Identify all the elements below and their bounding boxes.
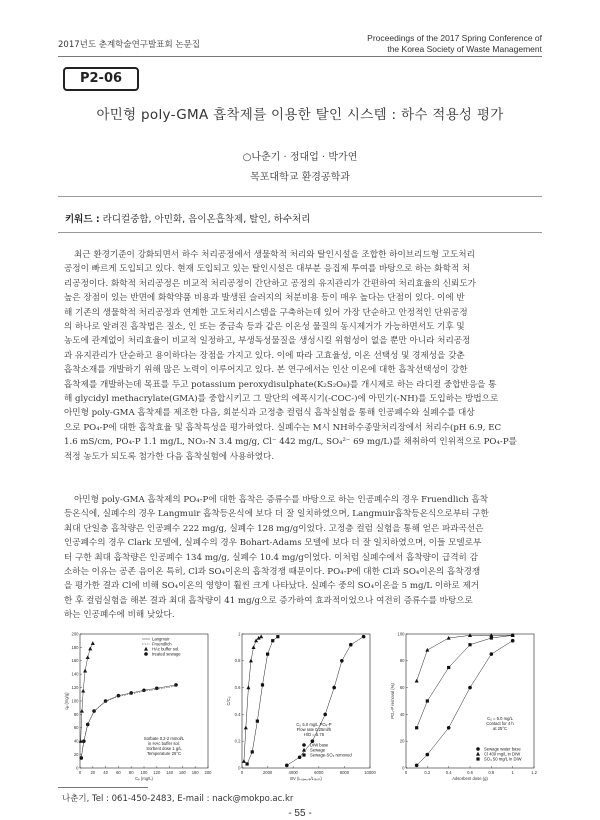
plot-frame: [80, 634, 208, 768]
data-point: [249, 659, 253, 663]
data-point: [425, 648, 429, 652]
data-point: [285, 764, 289, 768]
y-tick-label: 100: [397, 631, 405, 637]
x-tick-label: 0: [78, 770, 82, 775]
header-right: [282, 33, 542, 55]
legend-entry: HAc buffer sol.: [152, 646, 180, 652]
x-tick-label: 180: [191, 770, 199, 775]
header-left: 2017년도 춘계학술연구발표회 논문집: [58, 40, 200, 50]
data-point: [91, 641, 95, 645]
body-line: 최근 환경기준이 강화되면서 하수 처리공정에서 생물학적 처리와 탈인시설을 조합한 하이브리드형 고도처리: [74, 250, 475, 260]
y-tick-label: 200: [71, 631, 79, 637]
body-line: 아민형 poly-GMA 흡착제를 제조한 다음, 회분식과 고정층 컬럼식 흡착실험을 통해 인공폐수와 실폐수를 대상: [64, 408, 475, 419]
data-point: [426, 753, 430, 757]
figures-row: [64, 628, 540, 786]
y-tick-label: 0.8: [234, 658, 241, 664]
legend-swatch: [144, 647, 148, 651]
body-line: 공정이 빠르게 도입되고 있다. 현재 도입되고 있는 탈인시설은 대부분 응집제 투여를 바탕으로 하는 화학적 처: [64, 264, 471, 275]
chart-annotation: Temperature 25°C: [146, 751, 182, 756]
series-line: [417, 635, 513, 681]
chart-annotation: at 25°C: [492, 726, 508, 731]
x-tick-label: 0.2: [424, 770, 431, 775]
x-tick-label: 80: [128, 770, 134, 775]
data-point: [246, 685, 250, 689]
y-tick-label: 20: [399, 738, 405, 744]
x-tick-label: 120: [153, 770, 161, 775]
header-divider: [58, 56, 542, 57]
body-line: 의 하나로 알려진 흡착법은 질소, 인 또는 중금속 등과 같은 이온성 물질의 동시제거가 가능하면서도 기후 및: [64, 322, 465, 333]
footnote: 나춘기, Tel : 061-450-2483, E-mail : nack@mokpo.ac.kr: [62, 794, 294, 804]
y-tick-label: 40: [399, 711, 405, 717]
chart-annotation: C₀ = 5.0 mg/L: [487, 716, 513, 721]
data-point: [271, 639, 274, 642]
body-line: 흡착제를 개발하는데 목표를 두고 potassium peroxydisulphate(K₂S₂O₈)를 개시제로 하는 라디컬 중합반응을 통: [64, 379, 497, 390]
y-tick-label: 80: [73, 711, 79, 717]
plot-frame: [242, 634, 370, 768]
y-tick-label: 0.6: [234, 685, 241, 690]
figure-breakthrough: [226, 628, 374, 786]
figure-isotherm: [64, 628, 212, 786]
chart-annotation: C₀ 5.0 mg/L PO₄-P: [296, 722, 332, 727]
body-line: 적정 농도가 되도록 첨가한 다음 흡착실험에 사용하였다.: [64, 451, 275, 462]
x-axis-label: Adsorbent dose (g): [452, 776, 488, 781]
body-line: 한 후 컬럼실험을 해본 결과 최대 흡착량이 41 mg/g으로 증가하여 효과적이었으나 여전히 증류수를 바탕으로: [64, 595, 473, 606]
x-tick-label: 0: [404, 770, 408, 775]
y-axis-label: C/C₀: [226, 696, 231, 706]
data-point: [252, 645, 256, 649]
body-line: 리공정이다. 화학적 처리공정은 비교적 처리공정이 간단하고 공정의 유지관리가 간편하여 처리효율의 신뢰도가: [64, 278, 476, 289]
x-tick-label: 20: [90, 770, 96, 775]
x-tick-label: 100: [140, 770, 148, 775]
keywords-top-rule: [58, 196, 542, 197]
legend-entry: Sewage-SO₄ removed: [310, 752, 352, 758]
y-tick-label: 0.2: [234, 738, 241, 744]
authors: ○나춘기 · 정대업 · 박가연: [242, 152, 358, 163]
chart-annotation: H/D = 5.75: [303, 732, 325, 737]
series-line: [417, 635, 513, 727]
chart-annotation: in HAc buffer sol.: [148, 741, 180, 746]
data-point: [298, 755, 302, 759]
header-right-line1: Proceedings of the 2017 Spring Conference of: [367, 33, 542, 43]
data-point: [468, 686, 472, 690]
x-tick-label: 8000: [339, 770, 350, 775]
data-point: [340, 659, 344, 663]
body-line: 1.6 mS/cm, PO₄-P 1.1 mg/L, NO₃-N 3.4 mg/g, Cl⁻ 442 mg/L, SO₄²⁻ 69 mg/L)를 채취하여 인위적으로 PO₄-P를: [64, 437, 517, 448]
data-point: [415, 764, 419, 768]
body-line: 높은 장점이 있는 반면에 화학약품 비용과 발생된 슬러지의 처분비용 등이 매우 높다는 단점이 있다. 이에 반: [64, 293, 465, 304]
y-axis-label: PO₄-P removal (%): [390, 683, 395, 719]
y-axis-label: qₑ (mg/g): [64, 692, 69, 710]
data-point: [261, 683, 264, 686]
x-tick-label: 0.8: [488, 770, 495, 775]
keywords-row: [65, 211, 310, 225]
x-tick-label: 140: [166, 770, 174, 775]
x-tick-label: 40: [103, 770, 108, 775]
data-point: [246, 762, 249, 765]
data-point: [468, 643, 471, 646]
legend-entry: Sewage: [310, 747, 326, 753]
footnote-rule: [58, 787, 148, 788]
header-right-line2: the Korea Society of Waste Management: [387, 44, 542, 54]
legend-entry: SO₄ 50 mg/L in DIW: [484, 756, 522, 762]
body-line: 하는 인공폐수에 비해 낮았다.: [64, 610, 175, 621]
x-tick-label: 1: [511, 770, 514, 775]
keywords-label: 키워드 :: [65, 214, 100, 225]
body-line: 흡착소재를 개발하기 위해 많은 노력이 이루어지고 있다. 본 연구에서는 인산 이온에 대한 흡착선택성이 강한: [64, 365, 468, 376]
data-point: [242, 759, 246, 763]
y-tick-label: 0: [238, 765, 241, 771]
x-tick-label: 1.2: [531, 770, 537, 775]
figure-dose-removal: [390, 628, 538, 786]
y-tick-label: 0.4: [234, 711, 241, 717]
x-tick-label: 200: [204, 770, 212, 775]
data-point: [447, 666, 450, 669]
series-line: [244, 637, 261, 762]
data-point: [490, 652, 494, 656]
y-tick-label: 0: [76, 765, 79, 771]
y-tick-label: 1: [238, 631, 241, 637]
data-point: [332, 686, 336, 690]
legend-swatch: [476, 747, 480, 751]
y-tick-label: 120: [71, 685, 79, 690]
data-point: [251, 750, 254, 753]
x-tick-label: 4000: [288, 770, 298, 775]
affiliation: 목포대학교 환경공학과: [250, 172, 350, 183]
x-axis-label: Cₑ (mg/L): [135, 776, 153, 781]
body-line: 소하는 이유는 공존 음이온 특히, Cl과 SO₄이온의 흡착경쟁 때문이다. PO₄-P에 대한 Cl과 SO₄이온의 흡착경쟁: [64, 567, 481, 578]
data-point: [259, 634, 263, 638]
body-line: 을 평가한 결과 Cl에 비해 SO₄이온의 영향이 훨씬 크게 나타났다. 실폐수 중의 SO₄이온을 5 mg/L 이하로 제거: [64, 581, 480, 592]
data-point: [266, 653, 269, 656]
chart-annotation: Contact for 4 h: [486, 721, 514, 726]
data-point: [447, 726, 451, 730]
data-point: [349, 643, 353, 647]
y-tick-label: 20: [73, 752, 79, 757]
data-point: [490, 636, 493, 639]
data-point: [323, 713, 327, 717]
legend-swatch: [144, 652, 148, 656]
y-tick-label: 140: [71, 671, 79, 677]
legend-entry: DIW base: [310, 742, 329, 748]
body-line: 인공폐수의 경우 Clark 모델에, 실폐수의 경우 Bohart-Adams 모델에 보다 더 잘 일치하였으며, 이들 모델로부: [64, 538, 482, 549]
keywords-bottom-rule: [58, 232, 542, 233]
body-line: 과 유지관리가 단순하고 용이하다는 장점을 가지고 있다. 이에 따라 고효율성, 이온 선택성 및 경제성을 갖춘: [64, 350, 465, 361]
body-paragraph-1: [64, 248, 538, 464]
body-line: 농도에 관계없이 처리효율이 비교적 일정하고, 부생독성물질을 생성시킬 위험성이 없을 뿐만 아니라 처리공정: [64, 336, 471, 347]
x-tick-label: 0: [240, 770, 244, 775]
x-tick-label: 160: [178, 770, 186, 775]
y-tick-label: 160: [71, 658, 79, 664]
body-paragraph-2: [64, 493, 538, 623]
data-point: [362, 635, 366, 639]
body-line: 최대 단일층 흡착량은 인공폐수 222 mg/g, 실폐수 128 mg/g이었다. 고정층 컬럼 실험을 통해 얻은 파과곡선은: [64, 523, 484, 534]
chart-annotation: Sorbate 0.2-2 mmol/L: [143, 736, 185, 741]
y-tick-label: 80: [399, 658, 405, 664]
legend-swatch: [302, 743, 306, 747]
legend-entry: Fruendlich: [152, 641, 172, 647]
body-line: 으로 PO₄-P에 대한 흡착효율 및 흡착특성을 평가하였다. 실폐수는 M시 NH하수종말처리장에서 처리수(pH 6.9, EC: [64, 422, 502, 433]
legend-entry: Langmuir: [152, 636, 170, 642]
chart-annotation: Sorbent dose 1 g/L: [146, 746, 182, 751]
legend-swatch: [302, 753, 305, 756]
legend-entry: treated sewage: [152, 651, 181, 657]
body-line: 해 glycidyl methacrylate(GMA)를 중합시키고 그 말단의 에폭시기(-COC-)에 아민기(-NH)를 도입하는 방법으로: [64, 394, 499, 405]
y-tick-label: 60: [399, 685, 405, 690]
data-point: [511, 639, 515, 643]
x-tick-label: 10000: [364, 770, 376, 775]
x-tick-label: 60: [116, 770, 121, 775]
body-line: 해 기존의 생물학적 처리공정과 연계한 고도처리시스템을 구축하는데 있어 가장 단순하고 안정적인 단위공정: [64, 307, 468, 318]
x-tick-label: 0.4: [445, 770, 452, 775]
data-point: [415, 726, 418, 729]
y-tick-label: 40: [73, 738, 79, 744]
y-tick-label: 180: [71, 644, 79, 650]
legend-entry: Sewage water base: [484, 746, 521, 752]
x-tick-label: 2000: [262, 770, 273, 775]
body-line: 아민형 poly-GMA 흡착제의 PO₄-P에 대한 흡착은 증류수를 바탕으로 하는 인공폐수의 경우 Fruendlich 흡착: [74, 495, 489, 505]
y-tick-label: 0: [402, 765, 405, 771]
legend-entry: Cl 400 mg/L in DIW: [484, 751, 521, 757]
y-tick-label: 60: [73, 725, 79, 731]
data-point: [244, 726, 248, 730]
x-tick-label: 0.6: [467, 770, 473, 775]
paper-id-badge: P2-06: [63, 67, 139, 91]
paper-title: 아민형 poly-GMA 흡착제를 이용한 탈인 시스템 : 하수 적용성 평가: [96, 107, 504, 123]
x-axis-label: BV (Lₛₐₘₚₗₑ/Lᵣₑₛᵢₙ): [290, 776, 322, 781]
data-point: [256, 720, 259, 723]
legend-swatch: [476, 752, 480, 756]
chart-annotation: Flow rate 0.25ml/h: [296, 727, 332, 732]
y-tick-label: 100: [71, 698, 79, 704]
legend-swatch: [476, 757, 479, 760]
data-point: [276, 635, 279, 638]
body-line: 터 구한 최대 흡착량은 인공폐수 134 mg/g, 실폐수 10.4 mg/g이었다. 이처럼 실폐수에서 흡착량이 급격히 감: [64, 552, 478, 563]
data-point: [511, 634, 514, 637]
keywords-items: 라디컬중합, 아민화, 음이온흡착제, 탈인, 하수처리: [102, 214, 311, 225]
body-line: 등온식에, 실폐수의 경우 Langmuir 흡착등온식에 보다 더 잘 일치하였으며, Langmuir흡착등온식으로부터 구한: [64, 509, 489, 520]
x-tick-label: 6000: [314, 770, 324, 775]
data-point: [426, 699, 429, 702]
page-number: - 55 -: [288, 808, 312, 819]
data-point: [415, 679, 419, 683]
